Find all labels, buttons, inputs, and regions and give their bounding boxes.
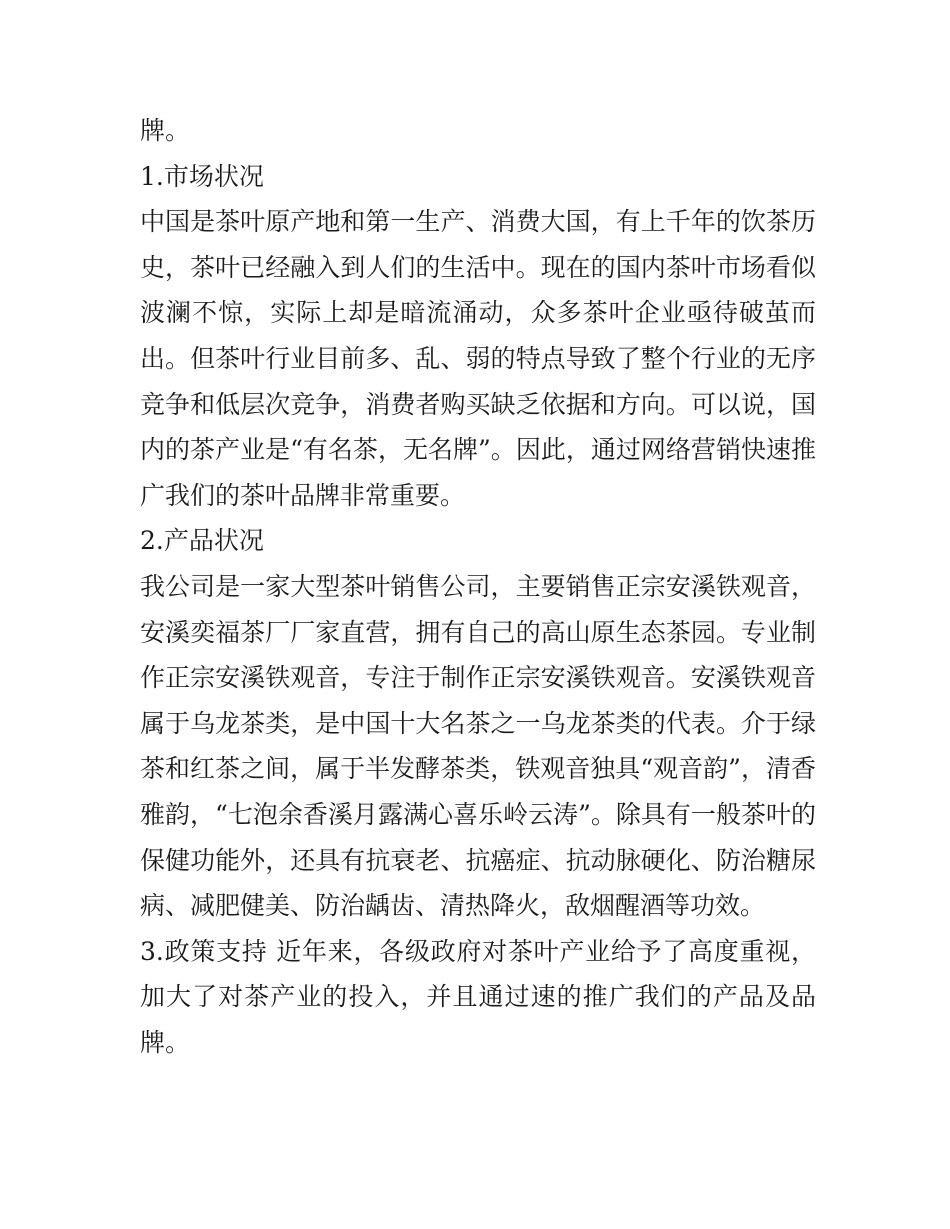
- paragraph-market-status: 中国是茶叶原产地和第一生产、消费大国，有上千年的饮茶历史，茶叶已经融入到人们的生活中。现在的国内茶叶市场看似波澜不惊，实际上却是暗流涌动，众多茶叶企业亟待破茧而出。但茶叶行业目前多、乱、弱的特点导致了整个行业的无序竞争和低层次竞争，消费者购买缺乏依据和方向。可以说，国内的茶产业是“有名茶，无名牌”。因此，通过网络营销快速推广我们的茶叶品牌非常重要。: [140, 207, 816, 510]
- paragraph-policy-support: 3.政策支持 近年来，各级政府对茶叶产业给予了高度重视，加大了对茶产业的投入，并且通过速的推广我们的产品及品牌。: [140, 936, 816, 1057]
- heading-market-status: 1.市场状况: [140, 161, 264, 191]
- document-body: [140, 108, 816, 1065]
- heading-product-status: 2.产品状况: [140, 526, 264, 556]
- paragraph-continuation: 牌。: [140, 116, 191, 145]
- paragraph-product-status: 我公司是一家大型茶叶销售公司，主要销售正宗安溪铁观音，安溪奕福茶厂厂家直营，拥有自己的高山原生态茶园。专业制作正宗安溪铁观音，专注于制作正宗安溪铁观音。安溪铁观音属于乌龙茶类，是中国十大名茶之一乌龙茶类的代表。介于绿茶和红茶之间，属于半发酵茶类，铁观音独具“观音韵”，清香雅韵，“七泡余香溪月露满心喜乐岭云涛”。除具有一般茶叶的保健功能外，还具有抗衰老、抗癌症、抗动脉硬化、防治糖尿病、减肥健美、防治龋齿、清热降火，敌烟醒酒等功效。: [140, 571, 816, 921]
